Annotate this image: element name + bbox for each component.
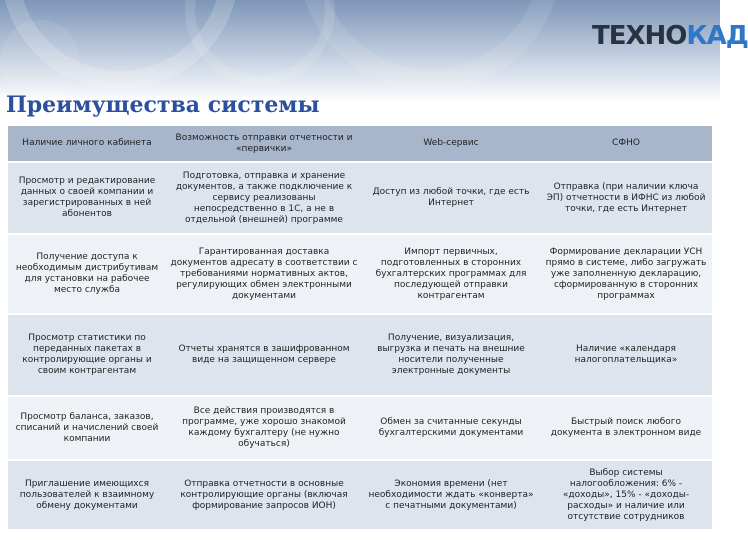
- logo-text-part2: КАД: [686, 21, 748, 51]
- table-cell: Отправка (при наличии ключа ЭП) отчетности в ИФНС из любой точки, где есть Интернет: [540, 163, 712, 235]
- table-cell: Приглашение имеющихся пользователей к взаимному обмену документами: [8, 461, 166, 531]
- table-row: [8, 461, 712, 531]
- column-header: Web-сервис: [362, 126, 540, 163]
- table-cell: Просмотр баланса, заказов, списаний и начислений своей компании: [8, 397, 166, 461]
- table-row: [8, 235, 712, 315]
- table-cell: Импорт первичных, подготовленных в сторонних бухгалтерских программах для последующей отправки контрагентам: [362, 235, 540, 315]
- table-header-row: [8, 126, 712, 163]
- table-row: [8, 397, 712, 461]
- table-cell: Получение, визуализация, выгрузка и печать на внешние носители полученные электронные документы: [362, 315, 540, 397]
- slide-title: Преимущества системы: [6, 92, 320, 118]
- column-header: Возможность отправки отчетности и «первички»: [166, 126, 362, 163]
- table-cell: Получение доступа к необходимым дистрибутивам для установки на рабочее место служба: [8, 235, 166, 315]
- table-cell: Формирование декларации УСН прямо в системе, либо загружать уже заполненную декларацию, сформированную в сторонних программах: [540, 235, 712, 315]
- decor-circle: [310, 0, 550, 80]
- decor-circle: [0, 20, 80, 100]
- table-cell: Выбор системы налогообложения: 6% - «доходы», 15% - «доходы-расходы» и наличие или отсутствие сотрудников: [540, 461, 712, 531]
- table-cell: Подготовка, отправка и хранение документов, а также подключение к сервису реализованы непосредственно в 1С, а не в отдельной (внешней) программе: [166, 163, 362, 235]
- column-header: Наличие личного кабинета: [8, 126, 166, 163]
- table-cell: Наличие «календаря налогоплательщика»: [540, 315, 712, 397]
- table-cell: Быстрый поиск любого документа в электронном виде: [540, 397, 712, 461]
- table-cell: Отчеты хранятся в зашифрованном виде на защищенном сервере: [166, 315, 362, 397]
- table-cell: Все действия производятся в программе, уже хорошо знакомой каждому бухгалтеру (не нужно обучаться): [166, 397, 362, 461]
- column-header: СФНО: [540, 126, 712, 163]
- advantages-table: [8, 126, 712, 531]
- table-cell: Гарантированная доставка документов адресату в соответствии с требованиями нормативных актов, регулирующих обмен электронными документами: [166, 235, 362, 315]
- company-logo: [592, 20, 748, 52]
- table-row: [8, 163, 712, 235]
- table-row: [8, 315, 712, 397]
- table-cell: Просмотр статистики по переданных пакетах в контролирующие органы и своим контрагентам: [8, 315, 166, 397]
- logo-text-part1: ТЕХНО: [592, 21, 687, 51]
- table-cell: Обмен за считанные секунды бухгалтерскими документами: [362, 397, 540, 461]
- table-cell: Просмотр и редактирование данных о своей компании и зарегистрированных в ней абонентов: [8, 163, 166, 235]
- table-cell: Доступ из любой точки, где есть Интернет: [362, 163, 540, 235]
- table-cell: Экономия времени (нет необходимости ждать «конверта» с печатными документами): [362, 461, 540, 531]
- table-cell: Отправка отчетности в основные контролирующие органы (включая формирование запросов ИОН): [166, 461, 362, 531]
